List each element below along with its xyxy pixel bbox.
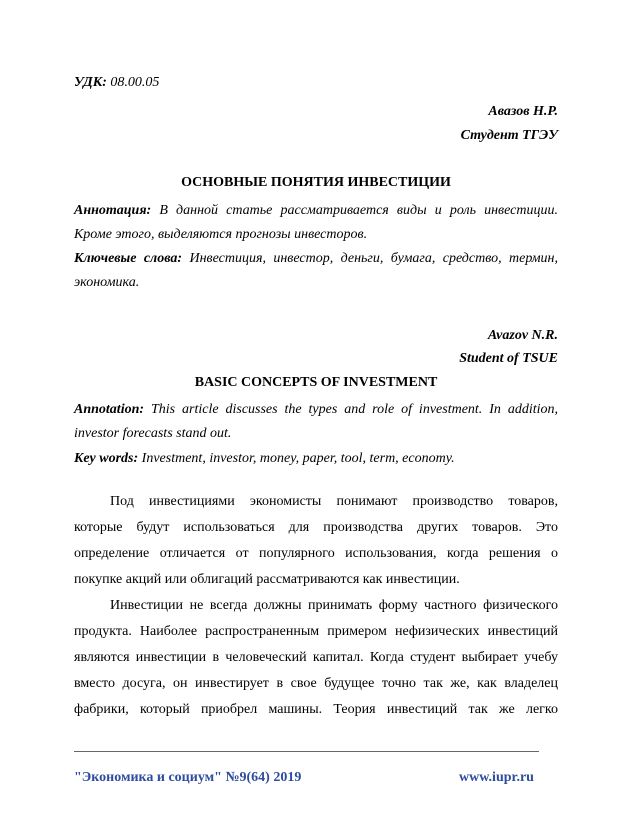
body-p1-line4: покупке акций или облигаций рассматриваются как инвестиции. <box>74 572 460 587</box>
author-ru-position: Студент ТГЭУ <box>460 128 558 143</box>
body-p2-line4: вместо досуга, он инвестирует в свое будущее точно так же, как владелец <box>74 676 558 691</box>
annotation-ru-label: Аннотация: <box>74 203 152 218</box>
keywords-en-text: Investment, investor, money, paper, tool, term, economy. <box>138 451 455 466</box>
body-p2-line2: продукта. Наиболее распространенным примером нефизических инвестиций <box>74 624 558 639</box>
title-en: BASIC CONCEPTS OF INVESTMENT <box>194 375 438 390</box>
author-en-position: Student of TSUE <box>459 351 558 366</box>
author-en-name: Avazov N.R. <box>487 328 558 343</box>
body-p1-line2: которые будут использоваться для производства других товаров. Это <box>74 520 558 535</box>
annotation-en-label: Annotation: <box>74 402 145 417</box>
keywords-en-label: Key words: <box>74 451 139 466</box>
keywords-en-line <box>74 450 558 468</box>
keywords-ru-line1 <box>74 250 558 268</box>
footer-journal: "Экономика и социум" №9(64) 2019 <box>74 770 302 785</box>
author-ru-name: Авазов Н.Р. <box>488 104 558 119</box>
udk-label: УДК: <box>74 75 107 90</box>
annotation-en-text1: This article discusses the types and role of investment. In addition, <box>144 402 558 417</box>
body-p1-line1: Под инвестициями экономисты понимают производство товаров, <box>110 494 558 509</box>
annotation-ru-line1 <box>74 202 558 220</box>
udk-value: 08.00.05 <box>106 75 160 90</box>
keywords-ru-line2: экономика. <box>74 275 140 290</box>
keywords-ru-label: Ключевые слова: <box>74 251 183 266</box>
body-p2-line5: фабрики, который приобрел машины. Теория инвестиций так же легко <box>74 702 558 717</box>
annotation-en-line1 <box>74 401 558 419</box>
udk-line <box>74 74 558 92</box>
title-ru: ОСНОВНЫЕ ПОНЯТИЯ ИНВЕСТИЦИИ <box>181 175 451 190</box>
annotation-ru-text1: В данной статье рассматривается виды и роль инвестиции. <box>151 203 558 218</box>
keywords-ru-text1: Инвестиция, инвестор, деньги, бумага, средство, термин, <box>182 251 558 266</box>
footer-divider <box>74 751 539 752</box>
footer-site-link[interactable]: www.iupr.ru <box>459 770 534 785</box>
body-p2-line3: являются инвестиции в человеческий капитал. Когда студент выбирает учебу <box>74 650 558 665</box>
body-p2-line1: Инвестиции не всегда должны принимать форму частного физического <box>110 598 558 613</box>
body-p1-line3: определение отличается от популярного использования, когда решения о <box>74 546 558 561</box>
annotation-en-line2: investor forecasts stand out. <box>74 426 232 441</box>
annotation-ru-line2: Кроме этого, выделяются прогнозы инвесторов. <box>74 227 368 242</box>
